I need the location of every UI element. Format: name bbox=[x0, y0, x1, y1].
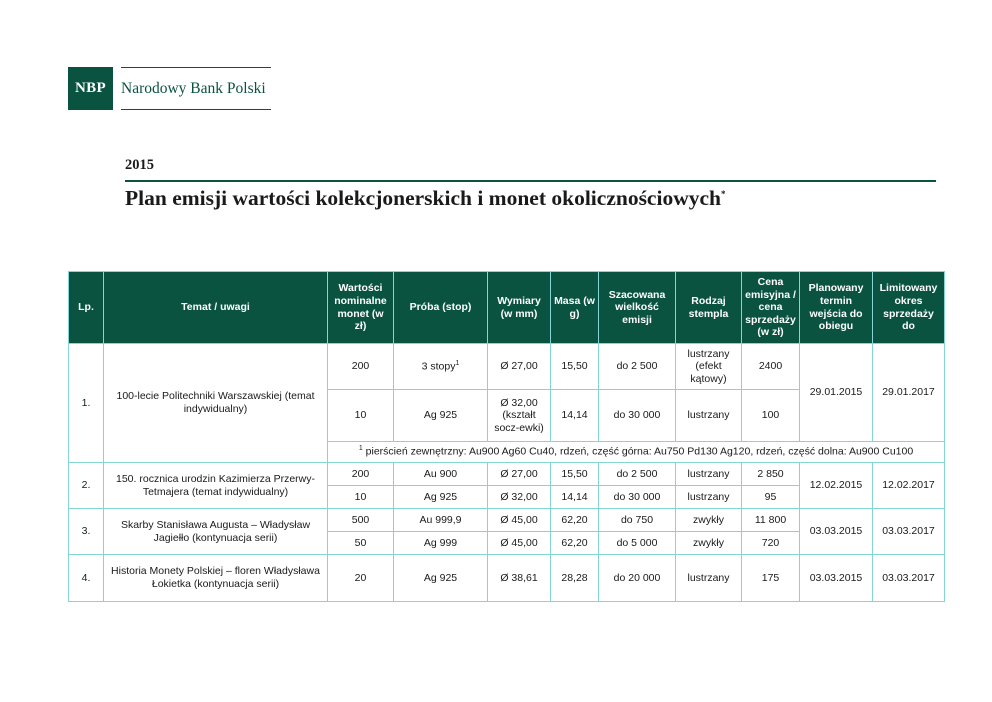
coin-masa: 15,50 bbox=[551, 344, 599, 390]
coin-stempel: lustrzany bbox=[676, 390, 742, 442]
coin-proba: Ag 999 bbox=[394, 532, 488, 555]
document-year: 2015 bbox=[125, 157, 154, 173]
coin-cena: 100 bbox=[742, 390, 800, 442]
coin-cena: 2400 bbox=[742, 344, 800, 390]
coin-masa: 62,20 bbox=[551, 509, 599, 532]
coin-masa: 62,20 bbox=[551, 532, 599, 555]
nbp-logo bbox=[68, 67, 271, 110]
coin-proba: Au 999,9 bbox=[394, 509, 488, 532]
footnote bbox=[328, 442, 945, 463]
coin-cena: 95 bbox=[742, 486, 800, 509]
row-okres: 03.03.2017 bbox=[873, 509, 945, 555]
coin-stempel: zwykły bbox=[676, 532, 742, 555]
header-termin: Planowany termin wejścia do obiegu bbox=[800, 272, 873, 344]
coin-stempel: lustrzany bbox=[676, 486, 742, 509]
page-title-text: Plan emisji wartości kolekcjonerskich i monet okolicznościowych bbox=[125, 186, 721, 210]
coin-value: 500 bbox=[328, 509, 394, 532]
coin-stempel: lustrzany bbox=[676, 555, 742, 602]
title-footnote-mark: * bbox=[720, 188, 726, 199]
coin-cena: 11 800 bbox=[742, 509, 800, 532]
row-termin: 12.02.2015 bbox=[800, 463, 873, 509]
coin-masa: 14,14 bbox=[551, 486, 599, 509]
row-termin: 03.03.2015 bbox=[800, 509, 873, 555]
coin-masa: 15,50 bbox=[551, 463, 599, 486]
title-divider bbox=[125, 180, 936, 182]
coin-proba: Au 900 bbox=[394, 463, 488, 486]
row-lp: 4. bbox=[69, 555, 104, 602]
row-lp: 2. bbox=[69, 463, 104, 509]
emission-plan-table bbox=[68, 271, 945, 602]
table-header-row bbox=[69, 272, 945, 344]
footnote-mark: 1 bbox=[358, 445, 363, 453]
row-temat: 150. rocznica urodzin Kazimierza Przerwy-Tetmajera (temat indywidualny) bbox=[104, 463, 328, 509]
header-proba: Próba (stop) bbox=[394, 272, 488, 344]
coin-value: 200 bbox=[328, 344, 394, 390]
header-masa: Masa (w g) bbox=[551, 272, 599, 344]
header-stempel: Rodzaj stempla bbox=[676, 272, 742, 344]
coin-proba: Ag 925 bbox=[394, 390, 488, 442]
row-okres: 12.02.2017 bbox=[873, 463, 945, 509]
table-row bbox=[69, 463, 945, 486]
coin-proba-text: 3 stopy bbox=[421, 360, 456, 373]
coin-wymiary: Ø 45,00 bbox=[488, 532, 551, 555]
row-temat: 100-lecie Politechniki Warszawskiej (temat indywidualny) bbox=[104, 344, 328, 463]
coin-proba: Ag 925 bbox=[394, 555, 488, 602]
logo-abbreviation: NBP bbox=[68, 67, 113, 110]
coin-wielkosc: do 30 000 bbox=[599, 390, 676, 442]
coin-proba: Ag 925 bbox=[394, 486, 488, 509]
coin-masa: 28,28 bbox=[551, 555, 599, 602]
logo-bank-name: Narodowy Bank Polski bbox=[121, 67, 271, 110]
coin-wielkosc: do 2 500 bbox=[599, 463, 676, 486]
row-lp: 1. bbox=[69, 344, 104, 463]
table-row bbox=[69, 555, 945, 602]
coin-stempel: lustrzany bbox=[676, 463, 742, 486]
coin-value: 20 bbox=[328, 555, 394, 602]
header-okres: Limitowany okres sprzedaży do bbox=[873, 272, 945, 344]
coin-wymiary: Ø 32,00 (kształt socz-ewki) bbox=[488, 390, 551, 442]
row-temat: Skarby Stanisława Augusta – Władysław Jagiełło (kontynuacja serii) bbox=[104, 509, 328, 555]
coin-value: 10 bbox=[328, 390, 394, 442]
coin-value: 10 bbox=[328, 486, 394, 509]
coin-wymiary: Ø 45,00 bbox=[488, 509, 551, 532]
coin-wielkosc: do 750 bbox=[599, 509, 676, 532]
coin-wielkosc: do 20 000 bbox=[599, 555, 676, 602]
row-temat: Historia Monety Polskiej – floren Władysława Łokietka (kontynuacja serii) bbox=[104, 555, 328, 602]
footnote-text: pierścień zewnętrzny: Au900 Ag60 Cu40, rdzeń, część górna: Au750 Pd130 Ag120, rdzeń, część dolna: Au900 Cu100 bbox=[365, 445, 914, 458]
coin-masa: 14,14 bbox=[551, 390, 599, 442]
coin-wymiary: Ø 38,61 bbox=[488, 555, 551, 602]
coin-wymiary: Ø 27,00 bbox=[488, 463, 551, 486]
header-wartosci: Wartości nominalne monet (w zł) bbox=[328, 272, 394, 344]
row-okres: 03.03.2017 bbox=[873, 555, 945, 602]
coin-wielkosc: do 5 000 bbox=[599, 532, 676, 555]
coin-value: 200 bbox=[328, 463, 394, 486]
coin-wymiary: Ø 27,00 bbox=[488, 344, 551, 390]
proba-footnote-mark: 1 bbox=[455, 359, 460, 367]
header-lp: Lp. bbox=[69, 272, 104, 344]
coin-wymiary: Ø 32,00 bbox=[488, 486, 551, 509]
coin-proba bbox=[394, 344, 488, 390]
row-termin: 03.03.2015 bbox=[800, 555, 873, 602]
header-cena: Cena emisyjna / cena sprzedaży (w zł) bbox=[742, 272, 800, 344]
coin-cena: 175 bbox=[742, 555, 800, 602]
header-wymiary: Wymiary (w mm) bbox=[488, 272, 551, 344]
page-title bbox=[125, 186, 725, 211]
coin-wielkosc: do 30 000 bbox=[599, 486, 676, 509]
row-lp: 3. bbox=[69, 509, 104, 555]
header-temat: Temat / uwagi bbox=[104, 272, 328, 344]
table-row bbox=[69, 344, 945, 390]
header-wielkosc: Szacowana wielkość emisji bbox=[599, 272, 676, 344]
row-termin: 29.01.2015 bbox=[800, 344, 873, 442]
coin-stempel: lustrzany (efekt kątowy) bbox=[676, 344, 742, 390]
coin-stempel: zwykły bbox=[676, 509, 742, 532]
coin-wielkosc: do 2 500 bbox=[599, 344, 676, 390]
coin-cena: 720 bbox=[742, 532, 800, 555]
row-okres: 29.01.2017 bbox=[873, 344, 945, 442]
coin-cena: 2 850 bbox=[742, 463, 800, 486]
coin-value: 50 bbox=[328, 532, 394, 555]
table-row bbox=[69, 509, 945, 532]
